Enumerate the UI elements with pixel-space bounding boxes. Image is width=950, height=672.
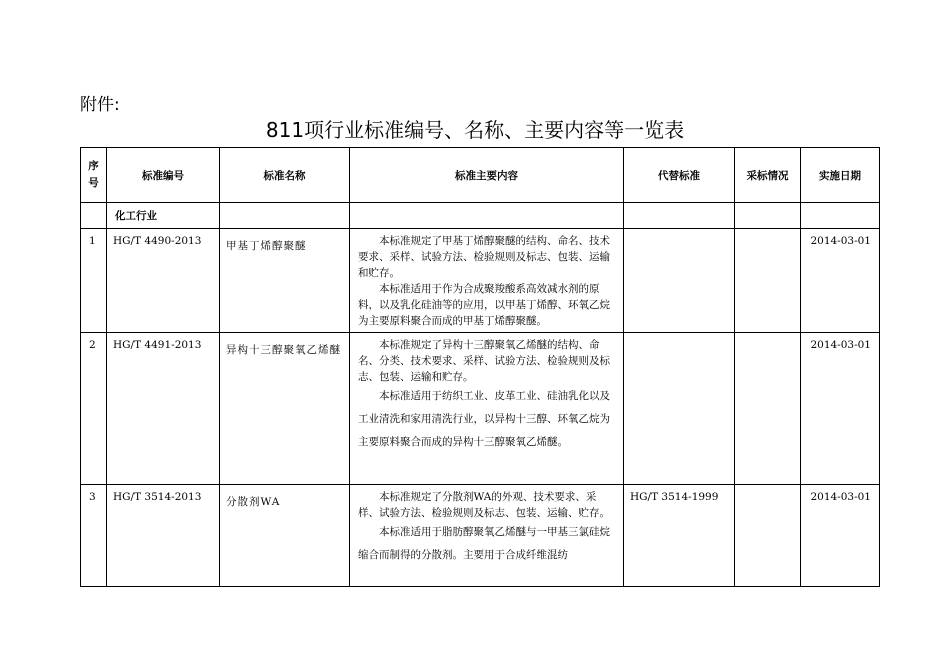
header-replace: 代替标准: [624, 148, 735, 203]
row-replace: [624, 229, 735, 333]
table-row: [81, 485, 880, 587]
header-adopt: 采标情况: [735, 148, 801, 203]
row-date: 2014-03-01: [801, 229, 880, 333]
header-date: 实施日期: [801, 148, 880, 203]
row-seq: 2: [81, 333, 107, 485]
row-seq: 1: [81, 229, 107, 333]
row-adopt: [735, 229, 801, 333]
row-content: 本标准规定了异构十三醇聚氧乙烯醚的结构、命名、分类、技术要求、采样、试验方法、检验规则及标志、包装、运输和贮存。 本标准适用于纺织工业、皮革工业、硅油乳化以及工业清洗和家用清洗行业，以异构十三醇、环氧乙烷为主要原料聚合而成的异构十三醇聚氧乙烯醚。: [350, 333, 624, 485]
row-code: HG/T 4491-2013: [107, 333, 220, 485]
page-title: 811项行业标准编号、名称、主要内容等一览表: [265, 118, 685, 142]
standards-table: [80, 147, 880, 587]
row-date: 2014-03-01: [801, 485, 880, 587]
attachment-label: 附件:: [80, 95, 120, 115]
table-row: [81, 333, 880, 485]
row-content: 本标准规定了甲基丁烯醇聚醚的结构、命名、技术要求、采样、试验方法、检验规则及标志、包装、运输和贮存。 本标准适用于作为合成聚羧酸系高效减水剂的原料，以及乳化硅油等的应用，以甲基丁烯醇、环氧乙烷为主要原料聚合而成的甲基丁烯醇聚醚。: [350, 229, 624, 333]
table-row: [81, 229, 880, 333]
table-header-row: [81, 148, 880, 203]
row-date: 2014-03-01: [801, 333, 880, 485]
row-seq: 3: [81, 485, 107, 587]
row-name: 分散剂WA: [220, 485, 350, 587]
header-code: 标准编号: [107, 148, 220, 203]
category-row: [81, 203, 880, 229]
row-content: 本标准规定了分散剂WA的外观、技术要求、采样、试验方法、检验规则及标志、包装、运输、贮存。 本标准适用于脂肪醇聚氧乙烯醚与一甲基三氯硅烷缩合而制得的分散剂。主要用于合成纤维混纺: [350, 485, 624, 587]
row-code: HG/T 3514-2013: [107, 485, 220, 587]
row-replace: [624, 333, 735, 485]
row-code: HG/T 4490-2013: [107, 229, 220, 333]
row-replace: HG/T 3514-1999: [624, 485, 735, 587]
header-seq: 序 号: [81, 148, 107, 203]
category-label: 化工行业: [107, 203, 220, 229]
row-adopt: [735, 485, 801, 587]
header-content: 标准主要内容: [350, 148, 624, 203]
row-name: 甲基丁烯醇聚醚: [220, 229, 350, 333]
row-name: 异构十三醇聚氧乙烯醚: [220, 333, 350, 485]
header-name: 标准名称: [220, 148, 350, 203]
row-adopt: [735, 333, 801, 485]
